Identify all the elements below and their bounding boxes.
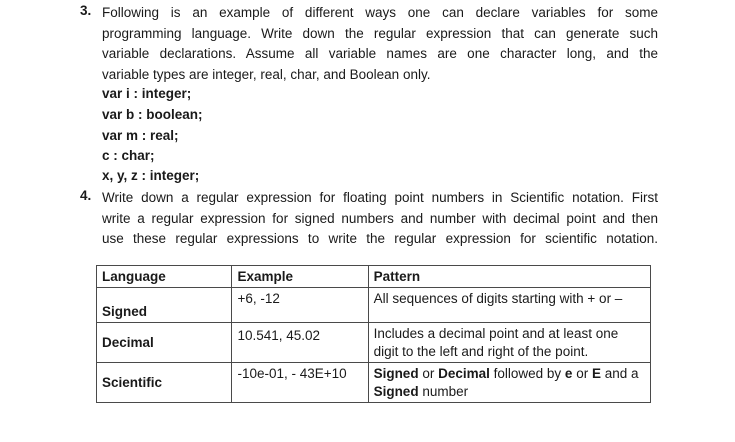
- pattern-keyword: e: [564, 366, 573, 381]
- question-3-number: 3.: [80, 3, 92, 18]
- code-line: var b : boolean;: [102, 107, 203, 122]
- pattern-cell: [368, 323, 650, 363]
- example-cell: -10e-01, - 43E+10: [232, 363, 368, 403]
- code-line: var m : real;: [102, 128, 179, 143]
- example-cell: 10.541, 45.02: [232, 323, 368, 363]
- header-example: Example: [232, 266, 368, 288]
- pattern-text: number: [418, 384, 469, 399]
- pattern-text: Includes a decimal point and at least one: [373, 326, 619, 341]
- example-cell: +6, -12: [232, 288, 368, 323]
- question-3-line: variable types are integer, real, char, and Boolean only.: [102, 66, 431, 82]
- language-cell: Signed: [97, 288, 232, 323]
- table-header-row: [97, 266, 651, 288]
- question-3-line: Following is an example of different ways one can declare variables for some: [102, 5, 658, 20]
- pattern-cell: [368, 363, 650, 403]
- pattern-text: All sequences of digits starting with + or –: [373, 291, 623, 306]
- question-4-text: [102, 188, 658, 250]
- question-4-number: 4.: [80, 188, 92, 203]
- question-3-line: programming language. Write down the regular expression that can generate such: [102, 25, 658, 41]
- table-row: [97, 363, 651, 403]
- table-row: [97, 288, 651, 323]
- pattern-text: and a: [600, 366, 639, 381]
- question-4-line: Write down a regular expression for floating point numbers in Scientific notation. First: [102, 190, 658, 205]
- code-line: c : char;: [102, 148, 155, 163]
- table-row: [97, 323, 651, 363]
- code-line: x, y, z : integer;: [102, 168, 200, 183]
- language-cell: Scientific: [97, 363, 232, 403]
- question-3-line: variable declarations. Assume all variable names are one character long, and the: [102, 46, 658, 62]
- code-line: var i : integer;: [102, 86, 192, 101]
- pattern-text: digit to the left and right of the point.: [373, 344, 589, 359]
- pattern-keyword: Decimal: [438, 366, 490, 381]
- header-language: Language: [97, 266, 232, 288]
- question-4-line: write a regular expression for signed numbers and number with decimal point and then: [102, 210, 658, 226]
- pattern-cell: [368, 288, 650, 323]
- number-pattern-table: [96, 265, 651, 403]
- pattern-keyword: E: [591, 366, 601, 381]
- question-4-line: use these regular expressions to write the regular expression for scientific notation.: [102, 231, 658, 247]
- pattern-text: followed by: [489, 366, 565, 381]
- language-cell: Decimal: [97, 323, 232, 363]
- pattern-keyword: Signed: [373, 384, 419, 399]
- header-pattern: Pattern: [368, 266, 650, 288]
- pattern-text: or: [572, 366, 592, 381]
- question-3-text: [102, 3, 658, 85]
- pattern-text: or: [418, 366, 439, 381]
- pattern-keyword: Signed: [373, 366, 419, 381]
